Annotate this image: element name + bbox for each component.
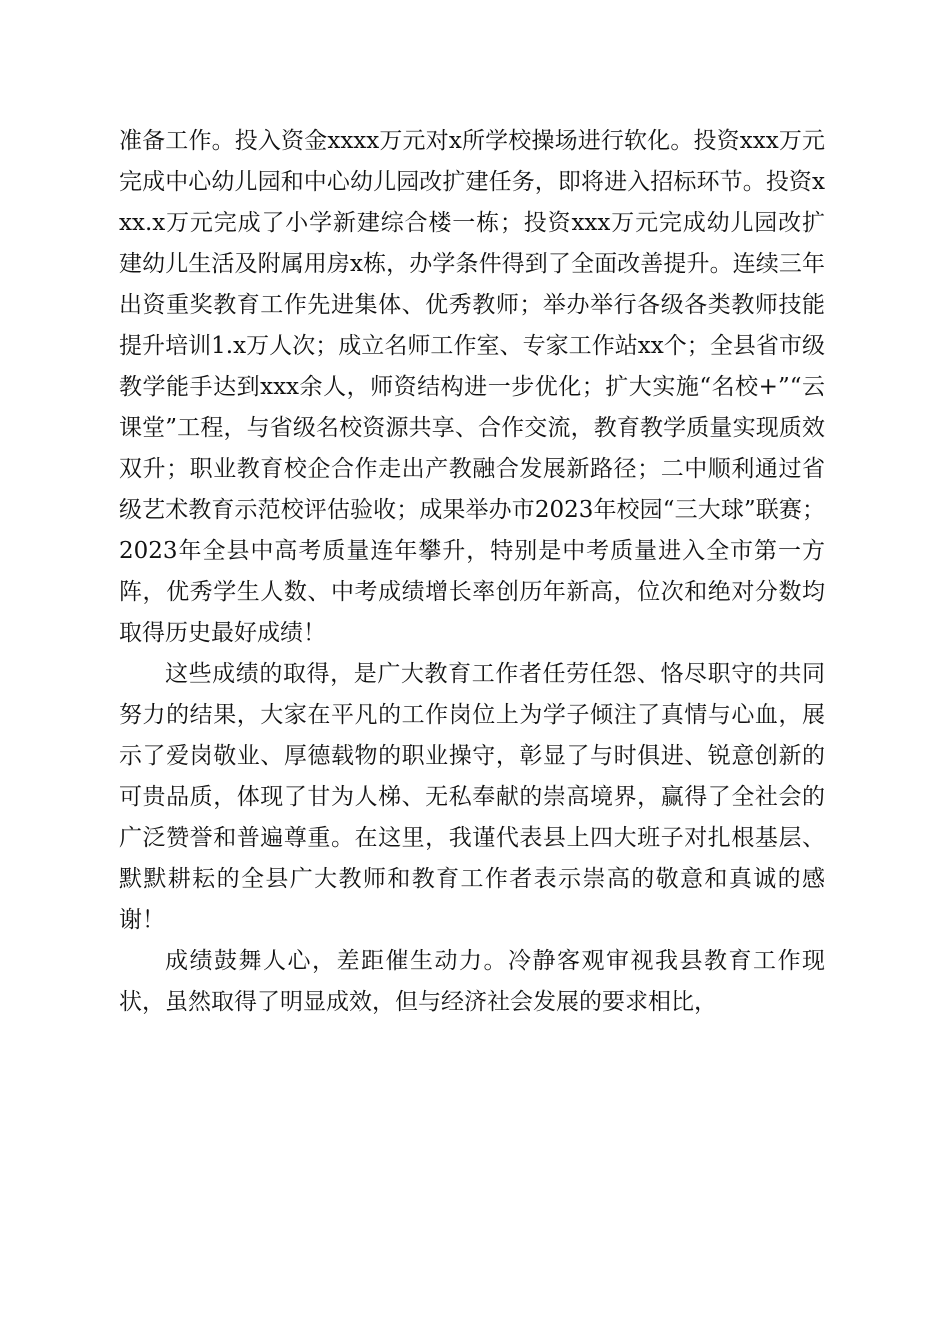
paragraph-gratitude: 这些成绩的取得，是广大教育工作者任劳任怨、恪尽职守的共同努力的结果，大家在平凡的工作岗位上为学子倾注了真情与心血，展示了爱岗敬业、厚德载物的职业操守，彰显了与时俱进、锐意创新的可贵品质，体现了甘为人梯、无私奉献的崇高境界，赢得了全社会的广泛赞誉和普遍尊重。在这里，我谨代表县上四大班子对扎根基层、默默耕耘的全县广大教师和教育工作者表示崇高的敬意和真诚的感谢！: [119, 661, 825, 933]
document-body: [119, 121, 825, 1023]
paragraph-achievements: 准备工作。投入资金xxxx万元对x所学校操场进行软化。投资xxx万元完成中心幼儿园和中心幼儿园改扩建任务，即将进入招标环节。投资xxx.x万元完成了小学新建综合楼一栋；投资xxx万元完成幼儿园改扩建幼儿生活及附属用房x栋，办学条件得到了全面改善提升。连续三年出资重奖教育工作先进集体、优秀教师；举办举行各级各类教师技能提升培训1.x万人次；成立名师工作室、专家工作站xx个；全县省市级教学能手达到xxx余人，师资结构进一步优化；扩大实施“名校+”“云课堂”工程，与省级名校资源共享、合作交流，教育教学质量实现质效双升；职业教育校企合作走出产教融合发展新路径；二中顺利通过省级艺术教育示范校评估验收；成果举办市2023年校园“三大球”联赛；2023年全县中高考质量连年攀升，特别是中考质量进入全市第一方阵，优秀学生人数、中考成绩增长率创历年新高，位次和绝对分数均取得历史最好成绩！: [119, 128, 825, 646]
paragraph-gap-analysis: 成绩鼓舞人心，差距催生动力。冷静客观审视我县教育工作现状，虽然取得了明显成效，但与经济社会发展的要求相比，: [119, 948, 825, 1015]
